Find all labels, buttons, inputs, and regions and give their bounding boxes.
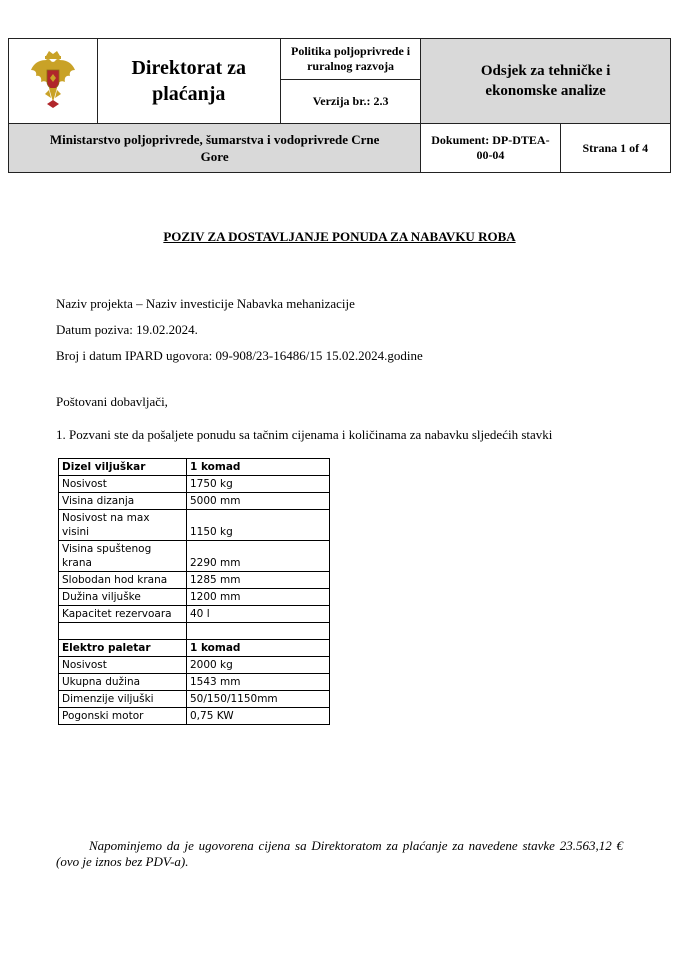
document-line-2: 00-04	[476, 148, 505, 162]
spec-value: 50/150/1150mm	[187, 691, 330, 708]
directorate-line-1: Direktorat za	[131, 57, 247, 79]
page-cell	[560, 124, 670, 173]
contract-line: Broj i datum IPARD ugovora: 09-908/23-16486/15 15.02.2024.godine	[56, 348, 423, 363]
policy-line-2: ruralnog razvoja	[307, 59, 395, 74]
spec-label: Ukupna dužina	[59, 674, 187, 691]
spec-label	[59, 541, 187, 572]
table-row	[59, 493, 330, 510]
ministry-line-1: Ministarstvo poljoprivrede, šumarstva i vodoprivrede Crne	[49, 132, 380, 147]
spec-value: 2290 mm	[187, 541, 330, 572]
spec-value: 1750 kg	[187, 476, 330, 493]
spec-label-part: Nosivost na max	[62, 512, 150, 524]
item-name: Elektro paletar	[59, 640, 187, 657]
table-row	[59, 691, 330, 708]
spec-label: Nosivost	[59, 476, 187, 493]
montenegro-coat-of-arms-icon	[29, 48, 77, 110]
table-row	[59, 589, 330, 606]
spec-value: 2000 kg	[187, 657, 330, 674]
document-header	[8, 38, 671, 173]
document-line-1: Dokument: DP-DTEA-	[431, 133, 550, 147]
spec-value: 1150 kg	[187, 510, 330, 541]
table-row	[59, 674, 330, 691]
spec-label: Dužina viljuške	[59, 589, 187, 606]
directorate-line-2: plaćanja	[152, 83, 226, 105]
spec-label-part: visini	[62, 526, 90, 538]
table-row	[59, 459, 330, 476]
spec-label	[59, 510, 187, 541]
table-row	[59, 541, 330, 572]
table-row	[59, 657, 330, 674]
table-row-spacer	[59, 623, 330, 640]
version-cell	[280, 80, 420, 124]
spec-value: 0,75 KW	[187, 708, 330, 725]
policy-cell	[280, 39, 420, 80]
spec-label: Kapacitet rezervoara	[59, 606, 187, 623]
greeting: Poštovani dobavljači,	[56, 394, 168, 409]
department-line-2: ekonomske analize	[485, 83, 606, 99]
spec-label: Pogonski motor	[59, 708, 187, 725]
table-row	[59, 708, 330, 725]
ministry-line-2: Gore	[200, 149, 229, 164]
items-table	[58, 458, 330, 725]
spec-value: 1285 mm	[187, 572, 330, 589]
spec-label: Nosivost	[59, 657, 187, 674]
date-line: Datum poziva: 19.02.2024.	[56, 322, 198, 337]
price-note: Napominjemo da je ugovorena cijena sa Direktoratom za plaćanje za navedene stavke 23.563,12 € (ovo je iznos bez PDV-a).	[56, 838, 623, 869]
spec-label: Slobodan hod krana	[59, 572, 187, 589]
empty-cell	[187, 623, 330, 640]
spec-label: Visina dizanja	[59, 493, 187, 510]
document-cell	[421, 124, 560, 173]
project-line: Naziv projekta – Naziv investicije Nabavka mehanizacije	[56, 296, 355, 311]
page-number: Strana 1 of 4	[582, 140, 649, 155]
policy-line-1: Politika poljoprivrede i	[291, 44, 411, 59]
table-row	[59, 510, 330, 541]
page-title: POZIV ZA DOSTAVLJANJE PONUDA ZA NABAVKU ROBA	[163, 229, 516, 244]
spec-value: 40 l	[187, 606, 330, 623]
spec-label-part: krana	[62, 557, 92, 569]
instruction: 1. Pozvani ste da pošaljete ponudu sa tačnim cijenama i količinama za nabavku sljedećih stavki	[56, 427, 553, 442]
table-row	[59, 572, 330, 589]
spec-label-part: Visina spuštenog	[62, 543, 152, 555]
spec-value: 1200 mm	[187, 589, 330, 606]
department-cell	[421, 39, 671, 124]
ministry-cell	[9, 124, 421, 173]
table-row	[59, 606, 330, 623]
spec-value: 1543 mm	[187, 674, 330, 691]
empty-cell	[59, 623, 187, 640]
item-name: Dizel viljuškar	[59, 459, 187, 476]
table-row	[59, 640, 330, 657]
item-qty: 1 komad	[187, 459, 330, 476]
directorate-cell	[97, 39, 280, 124]
version-label: Verzija br.: 2.3	[312, 94, 389, 109]
spec-label: Dimenzije viljuški	[59, 691, 187, 708]
table-row	[59, 476, 330, 493]
department-line-1: Odsjek za tehničke i	[480, 63, 611, 79]
item-qty: 1 komad	[187, 640, 330, 657]
logo-cell	[9, 39, 98, 124]
spec-value: 5000 mm	[187, 493, 330, 510]
